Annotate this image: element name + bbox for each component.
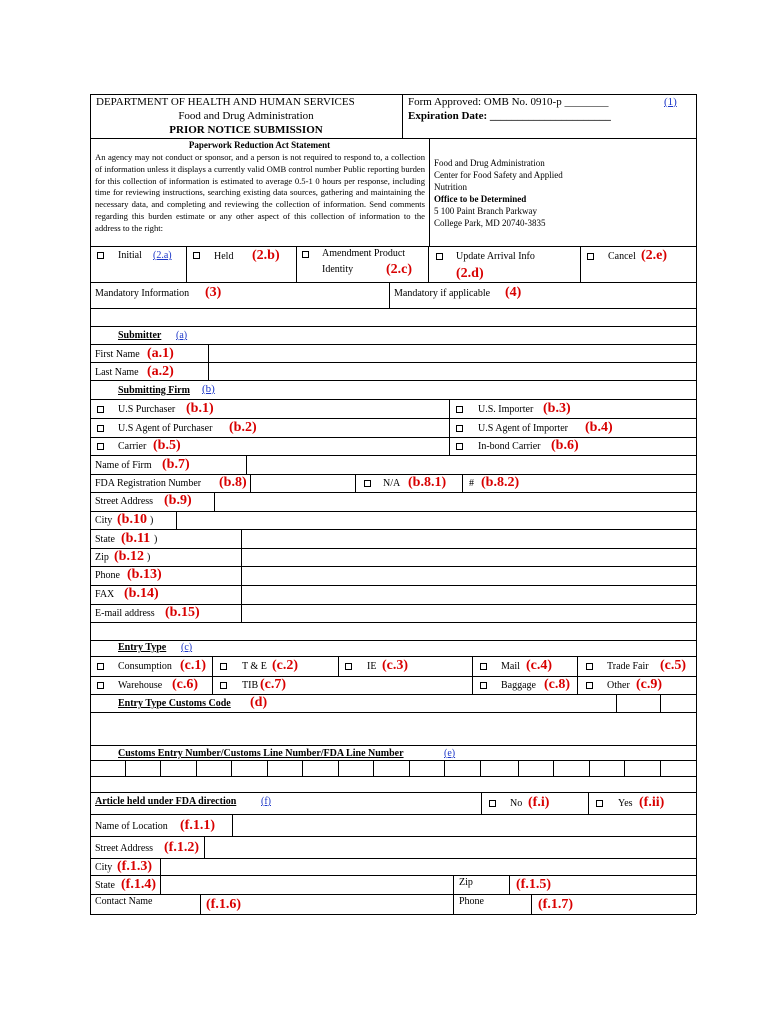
other-checkbox[interactable] (586, 682, 593, 689)
location-name-field[interactable] (233, 815, 695, 835)
customs-code-field-2[interactable] (661, 695, 695, 711)
tib-reference: (c.7) (260, 677, 287, 692)
customs-code-reference: (d) (250, 695, 268, 710)
carrier-reference: (b.5) (153, 438, 181, 453)
warehouse-reference: (c.6) (172, 677, 199, 692)
firm-fax-field[interactable] (242, 586, 695, 603)
inbond-carrier-reference: (b.6) (551, 438, 579, 453)
firm-zip-label: Zip (95, 552, 109, 563)
fda-registration-number-reference: (b.8.2) (481, 475, 520, 490)
location-street-field[interactable] (205, 837, 695, 857)
us-importer-checkbox[interactable] (456, 406, 463, 413)
fda-registration-reference: (b.8) (219, 475, 247, 490)
article-held-reference[interactable]: (f) (261, 796, 271, 807)
first-name-field[interactable] (209, 345, 695, 361)
firm-state-label: State (95, 534, 115, 545)
omb-reference[interactable]: (1) (664, 96, 677, 108)
amendment-reference: (2.c) (386, 262, 413, 277)
fda-registration-na-reference: (b.8.1) (408, 475, 447, 490)
fda-registration-na-checkbox[interactable] (364, 480, 371, 487)
initial-reference[interactable]: (2.a) (153, 250, 172, 261)
us-purchaser-reference: (b.1) (186, 401, 214, 416)
mandatory-if-applicable-reference: (4) (505, 285, 522, 300)
te-checkbox[interactable] (220, 663, 227, 670)
location-state-field[interactable] (161, 876, 453, 893)
mandatory-if-applicable-label: Mandatory if applicable (394, 288, 491, 299)
location-phone-reference: (f.1.7) (538, 897, 573, 912)
inbond-carrier-checkbox[interactable] (456, 443, 463, 450)
firm-city-label: City (95, 515, 113, 526)
firm-phone-field[interactable] (242, 567, 695, 584)
firm-name-reference: (b.7) (162, 457, 190, 472)
location-zip-reference: (f.1.5) (516, 877, 551, 892)
firm-phone-label: Phone (95, 570, 120, 581)
firm-street-field[interactable] (215, 493, 695, 510)
baggage-checkbox[interactable] (480, 682, 487, 689)
location-zip-label: Zip (459, 877, 473, 888)
department-name: DEPARTMENT OF HEALTH AND HUMAN SERVICES (96, 96, 355, 108)
tib-checkbox[interactable] (220, 682, 227, 689)
ie-checkbox[interactable] (345, 663, 352, 670)
location-name-reference: (f.1.1) (180, 818, 215, 833)
location-city-field[interactable] (161, 859, 695, 874)
location-street-reference: (f.1.2) (164, 840, 199, 855)
firm-city-field[interactable] (177, 512, 695, 528)
article-held-yes-checkbox[interactable] (596, 800, 603, 807)
firm-street-reference: (b.9) (164, 493, 192, 508)
cancel-checkbox[interactable] (587, 253, 594, 260)
mail-checkbox[interactable] (480, 663, 487, 670)
mail-reference: (c.4) (526, 658, 553, 673)
contact-name-label: Contact Name (95, 896, 153, 907)
firm-street-label: Street Address (95, 496, 154, 507)
update-arrival-reference: (2.d) (456, 266, 484, 281)
us-agent-importer-reference: (b.4) (585, 420, 613, 435)
ie-reference: (c.3) (382, 658, 409, 673)
amendment-checkbox[interactable] (302, 251, 309, 258)
firm-zip-field[interactable] (242, 549, 695, 565)
article-held-no-checkbox[interactable] (489, 800, 496, 807)
first-name-label: First Name (95, 349, 140, 360)
first-name-reference: (a.1) (147, 346, 174, 361)
article-held-heading: Article held under FDA direction (95, 796, 237, 807)
firm-name-label: Name of Firm (95, 460, 152, 471)
consumption-reference: (c.1) (180, 658, 207, 673)
warehouse-checkbox[interactable] (97, 682, 104, 689)
expiration-date: Expiration Date: ______________________ (408, 110, 611, 122)
location-city-reference: (f.1.3) (117, 859, 152, 874)
us-importer-reference: (b.3) (543, 401, 571, 416)
fda-registration-number-label: # (469, 478, 474, 489)
paperwork-statement: An agency may not conduct or sponsor, and a person is not required to respond to, a collection of information unless it displays a currently valid OMB control number Public reporting burden for this collection of information is estimated to average 0.5-1 0 hours per response, including time for reviewing instructions, searching existing data sources, gathering and maintaining the necessary data, and completing and reviewing the collection of information. Send comments regarding this burden estimate or any other aspect of this collection of information to the address to the right: (95, 152, 425, 233)
firm-email-reference: (b.15) (165, 605, 200, 620)
tradefair-reference: (c.5) (660, 658, 687, 673)
te-reference: (c.2) (272, 658, 299, 673)
customs-code-area[interactable] (91, 713, 695, 744)
customs-code-field-1[interactable] (617, 695, 659, 711)
firm-zip-reference: (b.12 (114, 549, 144, 564)
us-purchaser-checkbox[interactable] (97, 406, 104, 413)
location-state-reference: (f.1.4) (121, 877, 156, 892)
last-name-label: Last Name (95, 367, 139, 378)
omb-number: Form Approved: OMB No. 0910-p ________ (408, 96, 609, 108)
consumption-checkbox[interactable] (97, 663, 104, 670)
article-held-no-reference: (f.i) (528, 795, 550, 810)
last-name-field[interactable] (209, 363, 695, 379)
location-city-label: City (95, 862, 113, 873)
article-held-yes-reference: (f.ii) (639, 795, 665, 810)
location-phone-label: Phone (459, 896, 484, 907)
form-title: PRIOR NOTICE SUBMISSION (169, 124, 323, 136)
firm-phone-reference: (b.13) (127, 567, 162, 582)
us-agent-importer-checkbox[interactable] (456, 425, 463, 432)
customs-code-heading: Entry Type Customs Code (118, 698, 231, 709)
update-arrival-checkbox[interactable] (436, 253, 443, 260)
held-reference: (2.b) (252, 248, 280, 263)
cancel-reference: (2.e) (641, 248, 668, 263)
contact-name-reference: (f.1.6) (206, 897, 241, 912)
submitting-firm-reference[interactable]: (b) (202, 383, 215, 395)
other-reference: (c.9) (636, 677, 663, 692)
us-agent-purchaser-reference: (b.2) (229, 420, 257, 435)
firm-state-reference: (b.11 (121, 531, 151, 546)
initial-checkbox[interactable] (97, 252, 104, 259)
paperwork-heading: Paperwork Reduction Act Statement (188, 140, 331, 150)
firm-state-field[interactable] (242, 530, 695, 547)
firm-email-field[interactable] (242, 605, 695, 622)
carrier-checkbox[interactable] (97, 443, 104, 450)
firm-name-field[interactable] (247, 456, 695, 473)
entry-type-heading: Entry Type (118, 642, 167, 653)
firm-fax-reference: (b.14) (124, 586, 159, 601)
customs-entry-reference[interactable]: (e) (444, 748, 456, 759)
customs-entry-heading: Customs Entry Number/Customs Line Number/FDA Line Number (118, 748, 404, 759)
firm-city-reference: (b.10 (117, 512, 147, 527)
firm-fax-label: FAX (95, 589, 115, 600)
submitting-firm-heading: Submitting Firm (118, 385, 190, 396)
location-name-label: Name of Location (95, 821, 168, 832)
agency-name: Food and Drug Administration (178, 110, 314, 122)
baggage-reference: (c.8) (544, 677, 571, 692)
submitter-reference[interactable]: (a) (176, 330, 188, 341)
firm-email-label: E-mail address (95, 608, 155, 619)
us-agent-purchaser-checkbox[interactable] (97, 425, 104, 432)
location-street-label: Street Address (95, 843, 154, 854)
held-checkbox[interactable] (193, 252, 200, 259)
tradefair-checkbox[interactable] (586, 663, 593, 670)
submitter-heading: Submitter (118, 330, 162, 341)
location-state-label: State (95, 880, 115, 891)
entry-type-reference[interactable]: (c) (181, 642, 193, 653)
mandatory-info-reference: (3) (205, 285, 222, 300)
mandatory-info-label: Mandatory Information (95, 288, 190, 299)
fda-registration-label: FDA Registration Number (95, 478, 202, 489)
last-name-reference: (a.2) (147, 364, 174, 379)
